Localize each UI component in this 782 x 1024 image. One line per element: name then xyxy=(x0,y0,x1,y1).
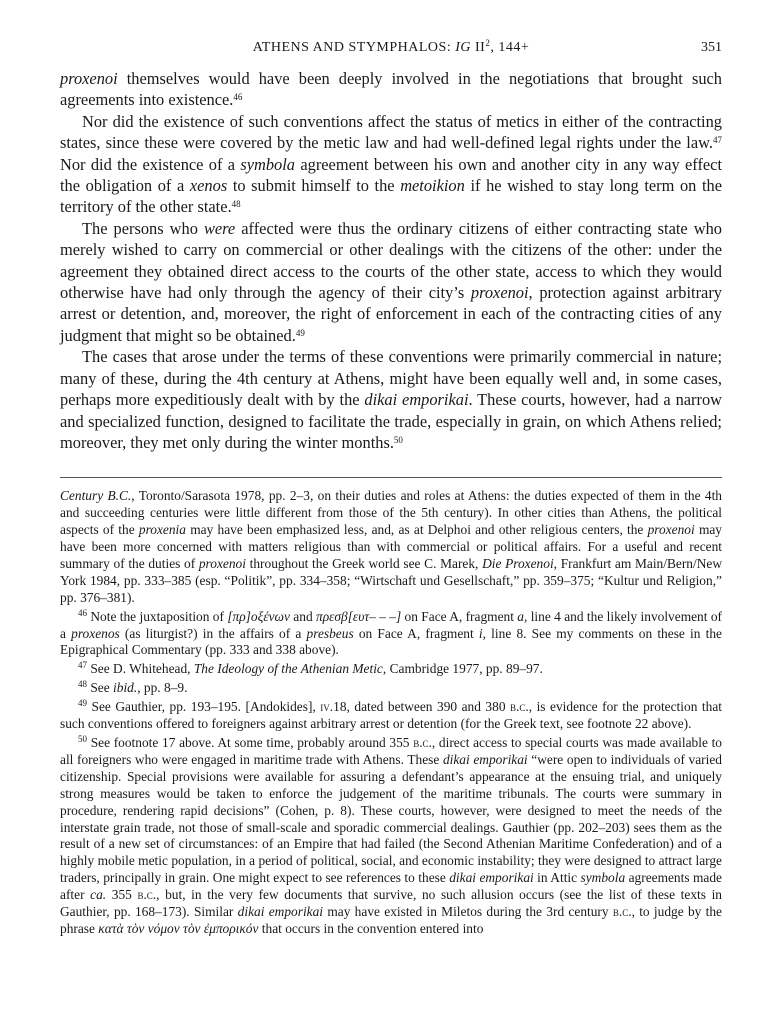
italic-text: presbeus xyxy=(306,625,354,641)
italic-text: Die Proxenoi xyxy=(482,555,554,571)
italic-text: proxenoi xyxy=(647,522,695,538)
small-caps-text: iv xyxy=(320,699,330,715)
text-run: throughout the Greek world see C. Marek, xyxy=(245,555,483,571)
footnote-marker: 50 xyxy=(78,734,87,744)
footnote-marker: 49 xyxy=(295,327,305,338)
footnote-separator xyxy=(60,477,722,478)
title-ig: IG xyxy=(455,40,471,55)
text-run: The persons who xyxy=(82,218,204,238)
text-run: See D. Whitehead, xyxy=(87,661,194,677)
paragraph xyxy=(60,111,722,218)
footnotes xyxy=(60,488,722,938)
running-head xyxy=(60,40,722,66)
italic-text: dikai emporikai xyxy=(442,751,528,767)
italic-text: xenos xyxy=(189,176,228,196)
footnote-continuation xyxy=(60,488,722,606)
text-run: , direct access to special courts was made available to all foreigners who were engaged in maritime trade with Athens. These xyxy=(60,735,722,767)
footnote-marker: 48 xyxy=(231,199,241,210)
italic-text: i xyxy=(478,625,483,641)
italic-text: proxenia xyxy=(138,522,186,538)
small-caps-text: b.c. xyxy=(612,904,632,920)
title-suffix: , 144+ xyxy=(490,40,530,55)
document-page xyxy=(60,40,722,938)
footnote-48 xyxy=(60,680,722,697)
footnote-46 xyxy=(60,609,722,660)
text-run: 355 xyxy=(106,887,138,903)
text-run: The cases that arose under the terms of these conventions were primarily commercial in nature; many of these, during the 4th century at Athens, might have been equally well and, in some cases, perhaps more expeditiously dealt with by the xyxy=(60,347,722,410)
text-run: agreement between his own and another city in any way effect the obligation of a xyxy=(60,154,723,196)
text-run: on Face A, fragment xyxy=(353,625,479,641)
text-run: , but, in the very few documents that survive, no such allusion occurs (see the list of these texts in Gauthier, pp. 168–173). Similar xyxy=(60,887,722,920)
title-ii: II xyxy=(471,40,486,55)
footnote-marker: 50 xyxy=(393,434,403,445)
italic-text: dikai emporikai xyxy=(449,870,534,886)
text-run: to submit himself to the xyxy=(227,176,401,196)
text-run: .18, dated between 390 and 380 xyxy=(329,699,511,715)
text-run: , to judge by the phrase xyxy=(60,904,723,936)
italic-text: proxenoi xyxy=(198,555,246,571)
text-run: themselves would have been deeply involved in the negotiations that brought such agreements into existence. xyxy=(60,69,722,110)
small-caps-text: b.c. xyxy=(510,699,529,715)
text-run: , Frankfurt am Main/Bern/New York 1984, pp. 333–385 (esp. “Politik”, pp. 334–358; “Wirtschaft und Gesellschaft,” pp. 359–375; “Kultur und Religion,” pp. 376–381). xyxy=(60,555,722,605)
text-run: may have been more concerned with matters religious than with commercial or political affairs. For a useful and recent summary of the duties of xyxy=(60,522,723,571)
text-run: , line 4 and the likely involvement of a xyxy=(60,608,722,641)
text-run: Nor did the existence of such conventions affect the status of metics in either of the contracting states, since these were covered by the metic law and had well-defined legal rights under the law. xyxy=(60,111,722,153)
italic-text: ca. xyxy=(90,887,107,903)
italic-text: symbola xyxy=(240,154,296,174)
text-run: , Cambridge 1977, pp. 89–97. xyxy=(382,661,543,677)
footnote-47 xyxy=(60,661,722,678)
text-run: that occurs in the convention entered into xyxy=(258,920,484,936)
paragraph xyxy=(60,346,722,453)
text-run: affected were thus the ordinary citizens of either contracting state who merely wished to carry on commercial or other dealings with the citizens of the other: under the agreement they obtained direct access to the courts of the other state, access to which they would otherwise have had only through the agency of their city’s xyxy=(60,218,722,303)
italic-text: πρεσβ[ευτ– – –] xyxy=(316,608,402,624)
text-run: may have existed in Miletos during the 3rd century xyxy=(323,904,613,920)
text-run: (as liturgist?) in the affairs of a xyxy=(119,625,307,641)
text-run: Note the juxtaposition of xyxy=(87,608,228,624)
footnote-marker: 48 xyxy=(78,679,87,690)
text-run: and xyxy=(289,608,317,624)
footnote-49 xyxy=(60,699,722,733)
footnote-marker: 49 xyxy=(78,698,87,709)
italic-text: dikai emporikai xyxy=(364,390,469,410)
paragraph xyxy=(60,68,722,111)
italic-text: metoikion xyxy=(400,176,465,196)
text-run: , is evidence for the protection that such conventions offered to foreigners against arbitrary arrest or detention (for the Greek text, see footnote 22 above). xyxy=(60,699,722,732)
footnote-marker: 46 xyxy=(233,92,243,103)
italic-text: proxenos xyxy=(71,625,120,641)
text-run: if he wished to stay long term on the territory of the other state. xyxy=(60,176,722,217)
italic-text: a xyxy=(517,608,524,624)
italic-text: proxenoi xyxy=(60,69,118,88)
text-run: may have been emphasized less, and, as at Delphoi and other religious centers, the xyxy=(185,522,648,538)
italic-text: symbola xyxy=(580,870,626,886)
text-run: See footnote 17 above. At some time, probably around 355 xyxy=(87,735,414,750)
italic-text: Century B.C. xyxy=(60,488,132,504)
footnote-marker: 47 xyxy=(78,660,87,671)
text-run: See Gauthier, pp. 193–195. [Andokides], xyxy=(87,699,321,715)
text-run: “were open to individuals of varied citizenship. Special provisions were available for assuring a defendant’s appearance at the ensuing trial, and uniquely strong measures would be taken to enforce the judgement of the maritime tribunals. The courts were summary in procedure, rendering rapid decisions” (Cohen, p. 8). These courts, however, were designed to meet the needs of the interstate grain trade, not those of small-scale and sporadic commercial dealings. Gauthier (pp. 202–203) sees them as the result of a new set of circumstances: of an Empire that had failed (the Second Athenian Maritime Confederation) and of a highly mobile metic population, in a period of political, social, and economic instability; they were designed to attract large traders, principally in grain. One might expect to see references to these xyxy=(60,751,722,886)
footnote-marker: 46 xyxy=(78,607,87,618)
text-run: on Face A, fragment xyxy=(401,608,518,624)
main-text xyxy=(60,68,722,453)
text-run: , Toronto/Sarasota 1978, pp. 2–3, on their duties and roles at Athens: the duties expected of them in the 4th and succeeding centuries were little different from those of the 5th century). In other cities than Athens, the political aspects of the xyxy=(60,488,723,538)
small-caps-text: b.c. xyxy=(413,735,432,750)
italic-text: dikai emporikai xyxy=(237,904,324,920)
text-run: in Attic xyxy=(533,870,581,886)
running-head-title xyxy=(60,40,722,56)
italic-text: ibid. xyxy=(113,680,138,696)
text-run: agreements made after xyxy=(60,870,722,903)
title-superscript: 2 xyxy=(485,38,491,48)
small-caps-text: b.c. xyxy=(137,887,157,903)
text-run: See xyxy=(87,680,114,696)
italic-text: The Ideology of the Athenian Metic xyxy=(193,661,383,677)
paragraph xyxy=(60,218,722,346)
text-run: , line 8. See my comments on these in the Epigraphical Commentary (pp. 333 and 338 above). xyxy=(60,625,723,658)
text-run: . These courts, however, had a narrow and specialized function, designed to facilitate the trade, especially in grain, on which Athens relied; moreover, they met only during the winter months. xyxy=(60,390,722,452)
text-run: Nor did the existence of a xyxy=(60,154,241,174)
text-run: , protection against arbitrary arrest or detention, and, moreover, the right of enforcement in each of the contracting cities of any judgment that might so be obtained. xyxy=(60,283,722,345)
text-run: , pp. 8–9. xyxy=(137,680,188,696)
italic-text: were xyxy=(203,218,236,238)
title-prefix: ATHENS AND STYMPHALOS: xyxy=(252,40,456,55)
italic-text: κατὰ τὸν νόμον τὸν ἐμπορικόν xyxy=(98,920,259,936)
italic-text: [πρ]οξένων xyxy=(227,608,290,624)
footnote-marker: 47 xyxy=(713,135,722,146)
footnote-50 xyxy=(60,735,722,938)
page-number: 351 xyxy=(701,40,722,55)
italic-text: proxenoi xyxy=(470,283,529,303)
